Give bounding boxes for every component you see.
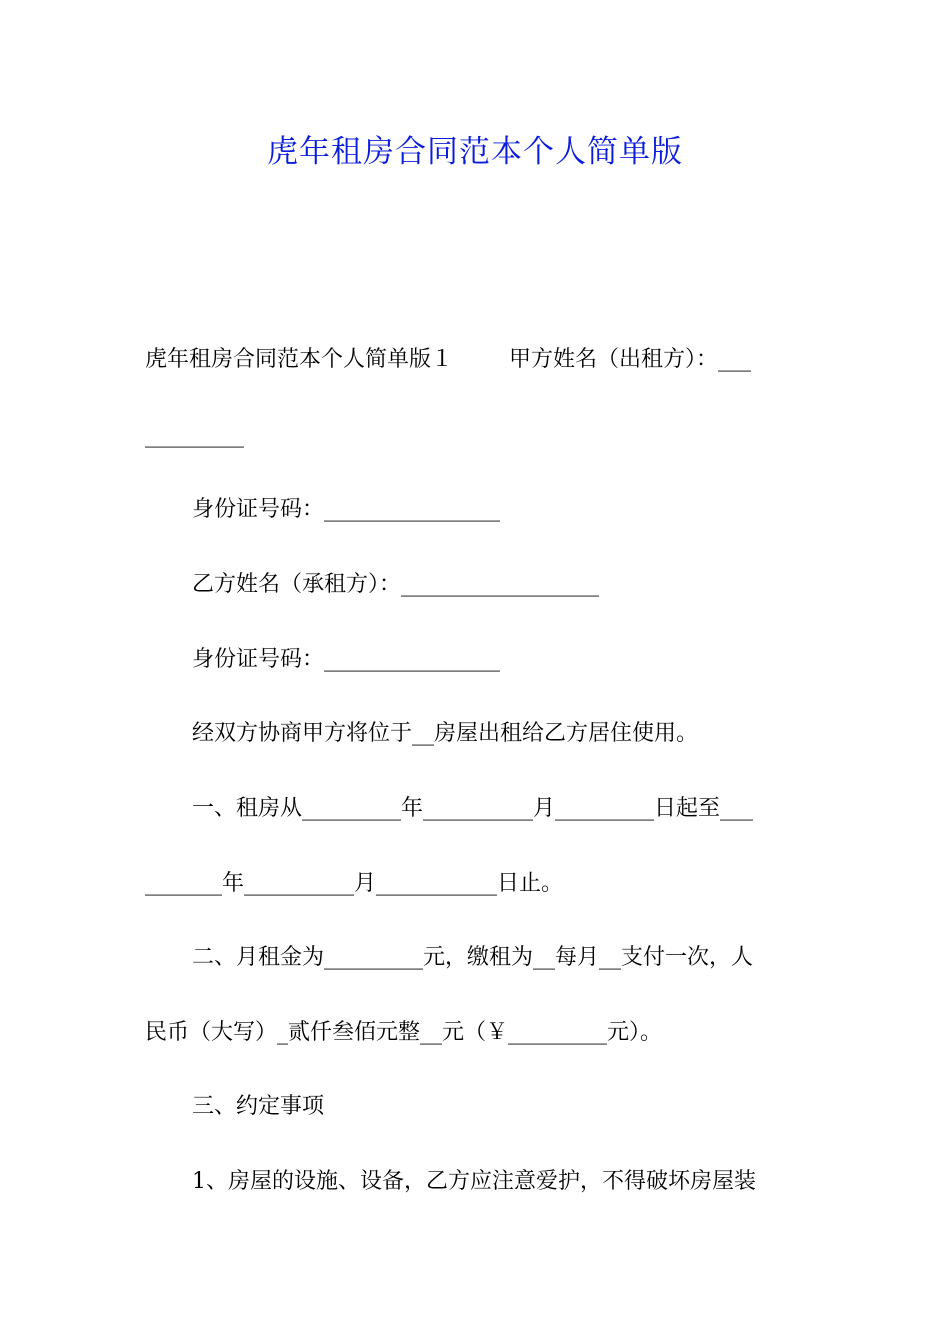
document-subtitle: 虎年租房合同范本个人简单版１ <box>145 347 454 372</box>
agreement-intro-line: 经双方协商甲方将位于__房屋出租给乙方居住使用。 <box>192 721 699 746</box>
clause-3-item-1: 1、房屋的设施、设备，乙方应注意爱护，不得破坏房屋装 <box>192 1169 756 1194</box>
party-a-id-line: 身份证号码：________________ <box>192 497 501 522</box>
party-b-name-line: 乙方姓名（承租方）：__________________ <box>192 572 600 597</box>
clause-3-heading: 三、约定事项 <box>192 1094 325 1119</box>
document-title: 虎年租房合同范本个人简单版 <box>267 134 683 170</box>
party-b-id-line: 身份证号码：________________ <box>192 647 501 672</box>
party-a-name-blank: _________ <box>145 423 244 448</box>
clause-1-line-1: 一、租房从_________年__________月_________日起至___ <box>192 796 754 821</box>
clause-1-line-2: _______年__________月___________日止。 <box>145 871 564 896</box>
party-a-name-label: 甲方姓名（出租方）：___ <box>509 347 752 372</box>
clause-2-line-1: 二、月租金为_________元，缴租为__每月__支付一次，人 <box>192 945 754 970</box>
paragraph-line-1 <box>145 345 810 375</box>
clause-2-line-2: 民币（大写）_贰仟叁佰元整__元（￥_________元）。 <box>145 1020 663 1045</box>
